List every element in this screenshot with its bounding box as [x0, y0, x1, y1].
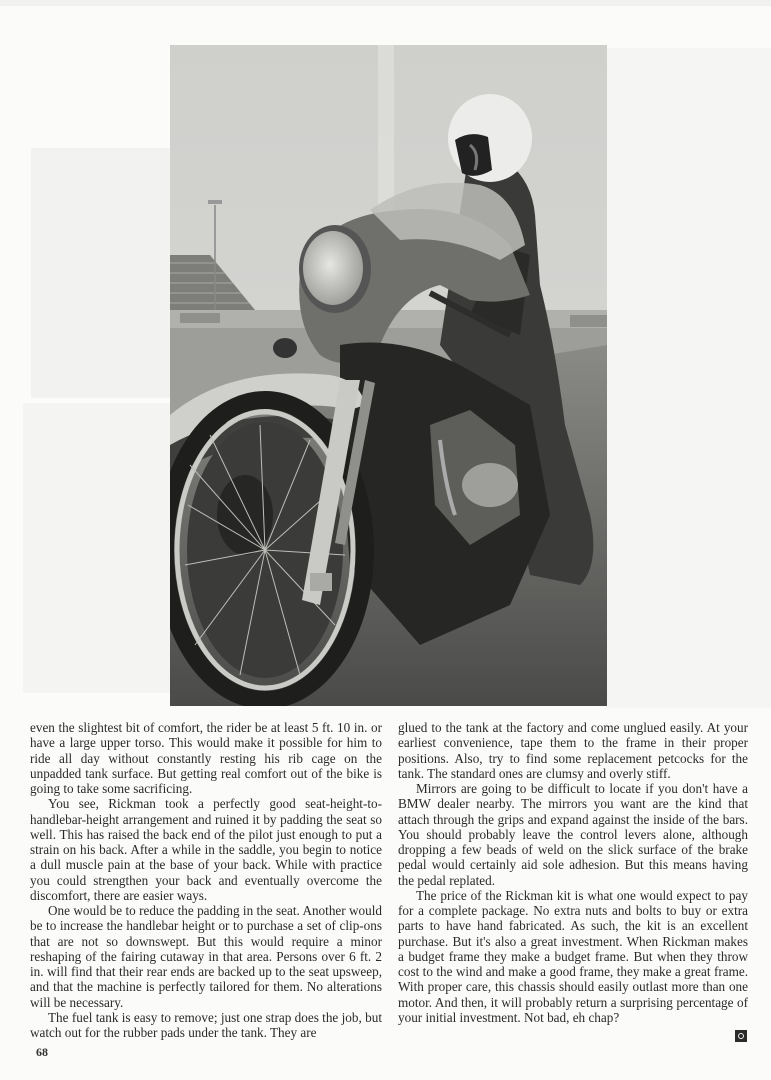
end-of-article-mark-icon — [735, 1030, 747, 1042]
show-through-block-lower-left — [23, 403, 171, 693]
paragraph: even the slightest bit of comfort, the rider be at least 5 ft. 10 in. or have a large upper torso. This would make it possible for him to ride all day without constantly resting his rib cage on the unpadded tank surface. But getting real comfort out of the bike is going to take some sacrificing. — [30, 720, 382, 796]
article-column-right — [398, 720, 748, 1025]
top-edge-shadow — [0, 0, 771, 6]
paragraph: You see, Rickman took a perfectly good seat-height-to-handlebar-height arrangement and ruined it by padding the seat so well. This has raised the back end of the pilot just enough to put a strain on his back. After a while in the saddle, you begin to notice a dull muscle pain at the base of your back. While with practice you could strengthen your back and eventually overcome the discomfort, there are easier ways. — [30, 796, 382, 903]
paragraph: The price of the Rickman kit is what one would expect to pay for a complete package. No extra nuts and bolts to buy or extra parts to have hand fabricated. As such, the kit is an excellent purchase. But it's also a great investment. When Rickman makes a budget frame they make a budget frame. But when they throw cost to the wind and make a good frame, they make a great frame. With proper care, this chassis should easily outlast more than one motor. And then, it will probably return a surprising percentage of your initial investment. Not bad, eh chap? — [398, 887, 748, 1025]
show-through-block-upper-left — [31, 148, 171, 398]
paragraph: glued to the tank at the factory and come unglued easily. At your earliest convenience, tape them to the frame in their proper positions. Also, try to find some replacement petcocks for the tank. The standard ones are clumsy and overly stiff. — [398, 720, 748, 781]
motorcycle-photo — [170, 45, 607, 706]
page-number: 68 — [36, 1045, 48, 1059]
paragraph: Mirrors are going to be difficult to locate if you don't have a BMW dealer nearby. The mirrors you want are the kind that attach through the grips and expand against the inside of the bars. You should probably leave the control levers alone, although dropping a few beads of weld on the slick surface of the brake pedal would certainly aid sole adhesion. But this means having the pedal replated. — [398, 781, 748, 888]
article-column-left — [30, 720, 382, 1040]
paragraph: The fuel tank is easy to remove; just one strap does the job, but watch out for the rubber pads under the tank. They are — [30, 1009, 382, 1040]
show-through-block-right — [606, 48, 771, 708]
paragraph: One would be to reduce the padding in the seat. Another would be to increase the handlebar height or to purchase a set of clip-ons that are not so downswept. But this would require a minor reshaping of the fairing cutaway in that area. Persons over 6 ft. 2 in. will find that their rear ends are backed up to the seat upsweep, and that the machine is perfectly tailored for them. No alterations will be necessary. — [30, 903, 382, 1010]
